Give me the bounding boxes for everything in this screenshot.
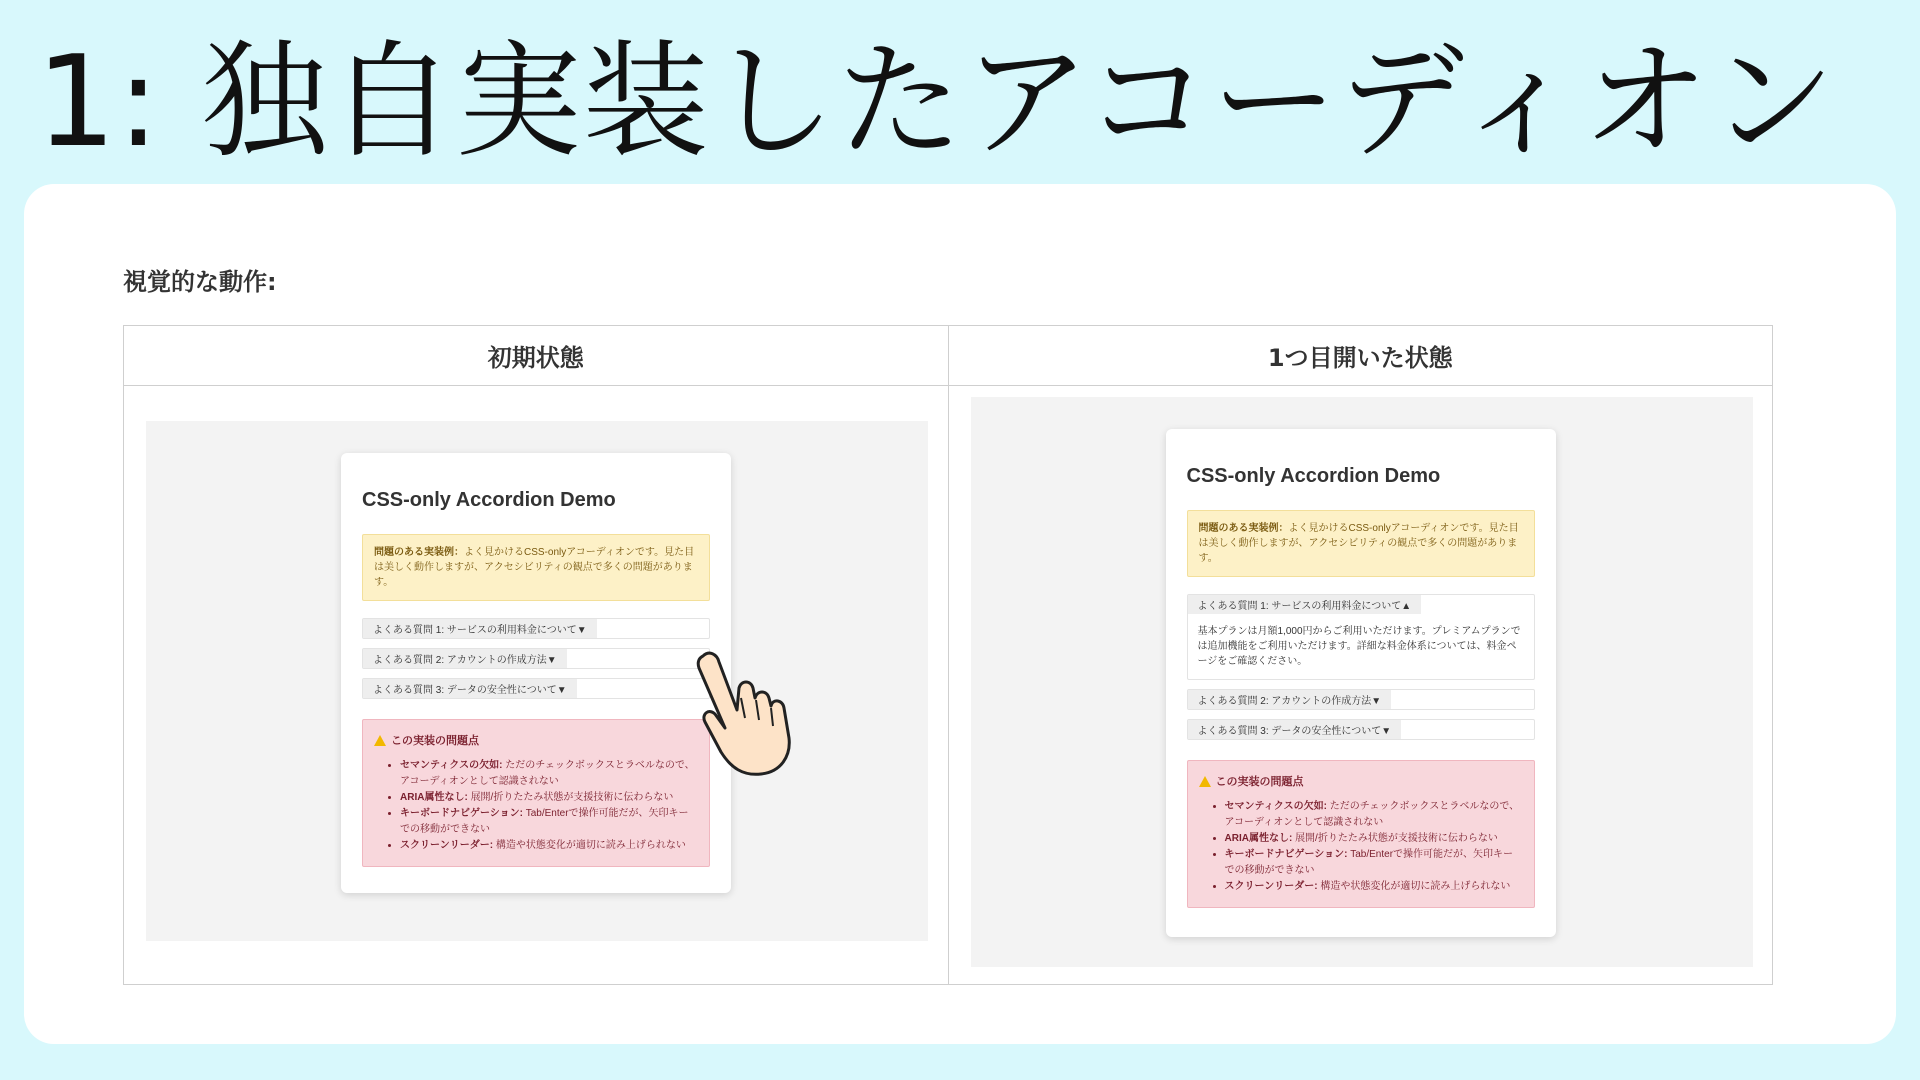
demo-card bbox=[1166, 429, 1556, 937]
issue-label: キーボードナビゲーション: bbox=[1224, 849, 1348, 860]
issues-list bbox=[1199, 799, 1523, 895]
issue-text: Tab/Enterで操作可能だが、矢印キーでの移動ができない bbox=[400, 808, 689, 835]
issue-item bbox=[1225, 847, 1523, 879]
note-label: 問題のある実装例： bbox=[374, 547, 464, 558]
issue-label: セマンティクスの欠如: bbox=[400, 760, 503, 771]
issues-title: この実装の問題点 bbox=[391, 735, 479, 747]
demo-title: CSS-only Accordion Demo bbox=[1186, 465, 1441, 487]
issue-label: スクリーンリーダー: bbox=[400, 840, 494, 851]
accordion bbox=[1187, 594, 1535, 740]
accordion-item[interactable] bbox=[362, 678, 710, 699]
column-initial-state bbox=[124, 326, 948, 984]
column-first-open bbox=[948, 326, 1773, 984]
accordion-item-open[interactable] bbox=[1187, 594, 1535, 680]
accordion-item[interactable] bbox=[362, 618, 710, 639]
accordion-answer: 基本プランは月額1,000円からご利用いただけます。プレミアムプランでは追加機能をご利用いただけます。詳細な料金体系については、料金ページをご確認ください。 bbox=[1197, 626, 1521, 667]
note-label: 問題のある実装例： bbox=[1198, 523, 1289, 534]
issue-label: ARIA属性なし: bbox=[400, 792, 468, 803]
issues-heading bbox=[1199, 773, 1523, 789]
issues-box bbox=[1187, 760, 1535, 908]
accordion-question[interactable]: よくある質問 1: サービスの利用料金について▲ bbox=[1188, 595, 1422, 614]
warning-icon bbox=[1199, 776, 1211, 787]
section-label: 視覚的な動作: bbox=[123, 268, 277, 296]
issue-item bbox=[1225, 831, 1523, 847]
screenshot-initial bbox=[146, 421, 928, 941]
comparison-table bbox=[123, 325, 1773, 985]
issue-label: セマンティクスの欠如: bbox=[1224, 801, 1327, 812]
issue-item bbox=[1225, 879, 1523, 895]
accordion bbox=[362, 618, 710, 699]
pointing-hand-icon bbox=[681, 648, 796, 778]
content-card bbox=[24, 184, 1896, 1044]
issues-heading bbox=[374, 732, 698, 748]
issue-text: Tab/Enterで操作可能だが、矢印キーでの移動ができない bbox=[1224, 849, 1514, 876]
accordion-question[interactable]: よくある質問 1: サービスの利用料金について▼ bbox=[363, 619, 597, 638]
issue-item bbox=[400, 758, 698, 790]
issues-title: この実装の問題点 bbox=[1215, 776, 1304, 788]
accordion-question[interactable]: よくある質問 2: アカウントの作成方法▼ bbox=[363, 649, 567, 668]
accordion-question[interactable]: よくある質問 2: アカウントの作成方法▼ bbox=[1188, 690, 1392, 709]
issue-text: 展開/折りたたみ状態が支援技術に伝わらない bbox=[1295, 833, 1498, 844]
issue-text: ただのチェックボックスとラベルなので、アコーディオンとして認識されない bbox=[400, 760, 695, 787]
column-header: 1つ目開いた状態 bbox=[949, 326, 1773, 386]
slide-title: 1: 独自実装したアコーディオン bbox=[36, 28, 1837, 175]
demo-card bbox=[341, 453, 731, 893]
accordion-item[interactable] bbox=[1187, 719, 1535, 740]
accordion-question[interactable]: よくある質問 3: データの安全性について▼ bbox=[363, 679, 577, 698]
issue-item bbox=[400, 806, 698, 838]
issue-text: 構造や状態変化が適切に読み上げられない bbox=[1320, 881, 1511, 892]
accordion-item[interactable] bbox=[362, 648, 710, 669]
accordion-question[interactable]: よくある質問 3: データの安全性について▼ bbox=[1188, 720, 1402, 739]
issue-text: 構造や状態変化が適切に読み上げられない bbox=[495, 840, 686, 851]
screenshot-first-open bbox=[971, 397, 1753, 967]
warning-note bbox=[362, 534, 710, 601]
issue-item bbox=[400, 790, 698, 806]
issue-item bbox=[400, 838, 698, 854]
issue-text: 展開/折りたたみ状態が支援技術に伝わらない bbox=[470, 792, 674, 803]
issues-box bbox=[362, 719, 710, 867]
note-text: よく見かけるCSS-onlyアコーディオンです。見た目は美しく動作しますが、アクセシビリティの観点で多くの問題があります。 bbox=[374, 547, 695, 588]
issue-label: キーボードナビゲーション: bbox=[400, 808, 523, 819]
issues-list bbox=[374, 758, 698, 854]
accordion-item[interactable] bbox=[1187, 689, 1535, 710]
issue-label: スクリーンリーダー: bbox=[1224, 881, 1318, 892]
note-text: よく見かけるCSS-onlyアコーディオンです。見た目は美しく動作しますが、アクセシビリティの観点で多くの問題があります。 bbox=[1198, 523, 1519, 564]
demo-title: CSS-only Accordion Demo bbox=[362, 489, 616, 511]
issue-item bbox=[1225, 799, 1523, 831]
warning-icon bbox=[374, 735, 386, 746]
column-header: 初期状態 bbox=[124, 326, 948, 386]
warning-note bbox=[1187, 510, 1535, 577]
issue-text: ただのチェックボックスとラベルなので、アコーディオンとして認識されない bbox=[1224, 801, 1520, 828]
issue-label: ARIA属性なし: bbox=[1224, 833, 1293, 844]
